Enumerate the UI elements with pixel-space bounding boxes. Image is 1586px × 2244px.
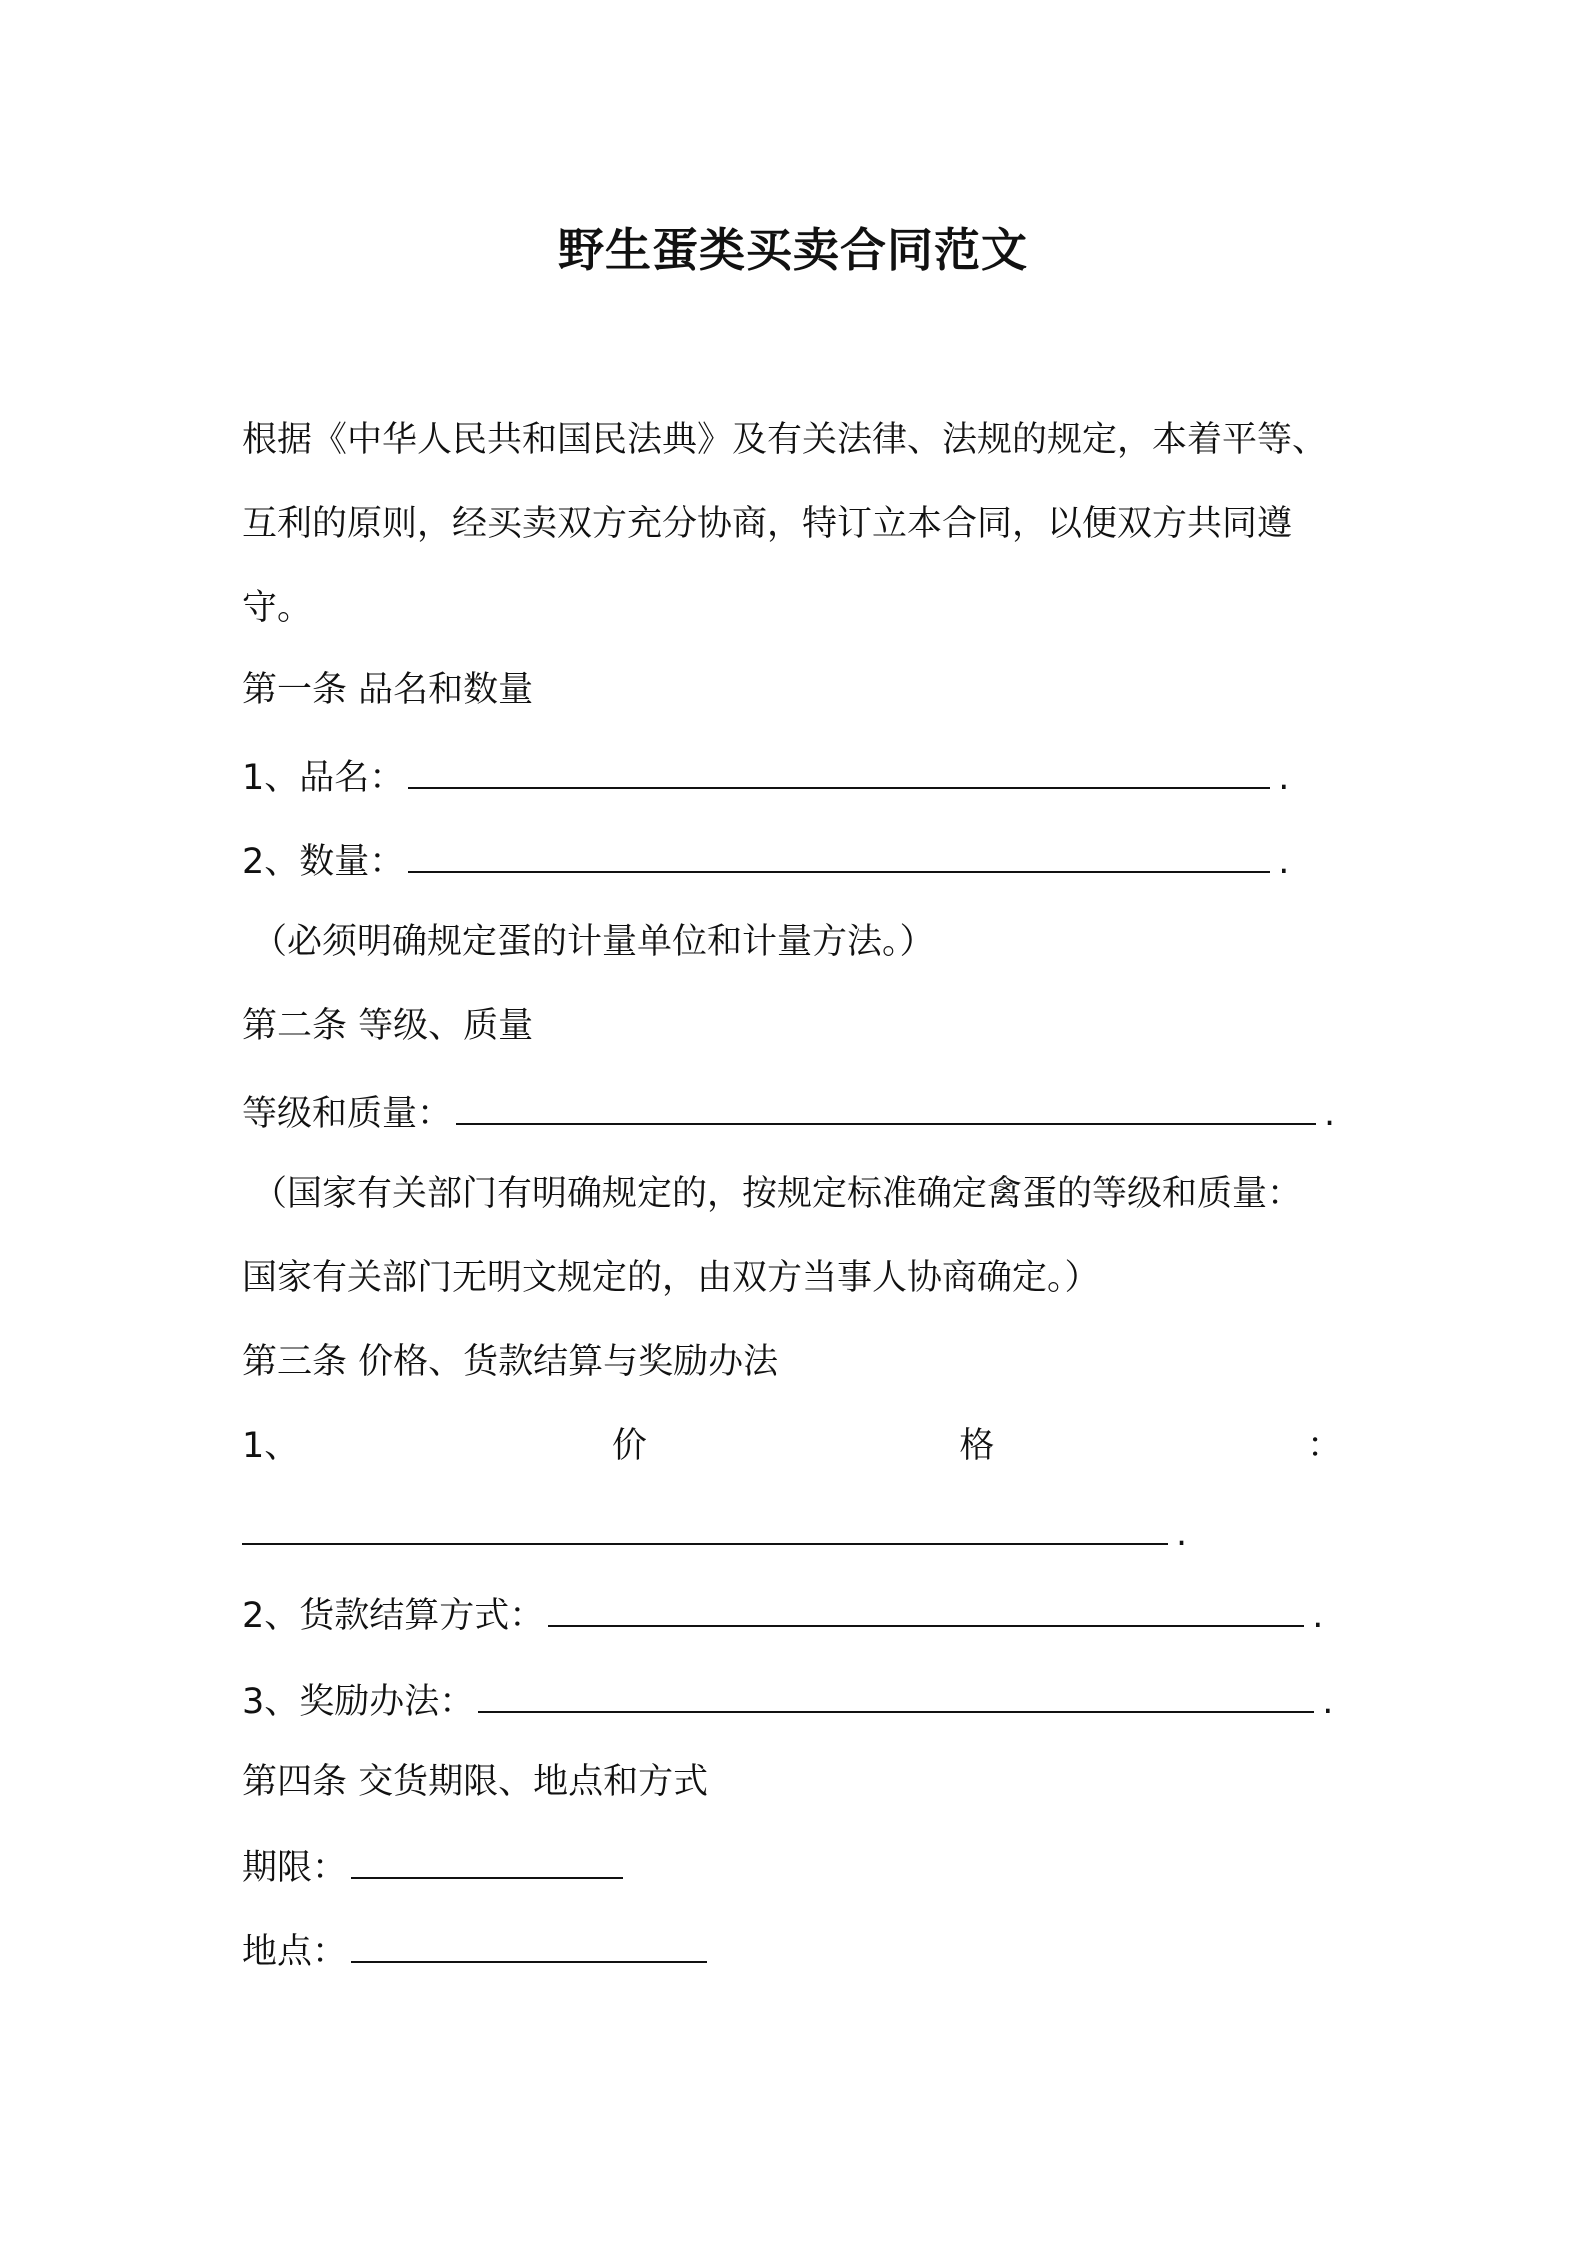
article3-item2 — [242, 1594, 1323, 1638]
article3-item3 — [242, 1680, 1333, 1724]
article4-heading: 第四条 交货期限、地点和方式 — [242, 1762, 709, 1802]
period-mark: . — [1324, 1094, 1336, 1134]
period-mark: . — [1176, 1514, 1188, 1554]
period-mark: . — [1322, 1682, 1334, 1722]
term-label: 期限： — [242, 1848, 348, 1888]
article4-place — [242, 1930, 707, 1974]
product-name-blank — [408, 757, 1270, 789]
period-mark: . — [1312, 1596, 1324, 1636]
price-blank — [242, 1513, 1168, 1545]
quantity-label: 2、数量： — [242, 842, 405, 882]
grade-quality-label: 等级和质量： — [242, 1094, 453, 1134]
article1-item1 — [242, 756, 1289, 800]
article3-heading: 第三条 价格、货款结算与奖励办法 — [242, 1342, 779, 1382]
intro-line-1: 根据《中华人民共和国民法典》及有关法律、法规的规定，本着平等、 — [242, 420, 1328, 460]
quantity-blank — [408, 841, 1270, 873]
grade-quality-blank — [456, 1093, 1316, 1125]
article4-term — [242, 1846, 623, 1890]
period-mark: . — [1278, 758, 1290, 798]
reward-label: 3、奖励办法： — [242, 1682, 475, 1722]
document-title: 野生蛋类买卖合同范文 — [558, 223, 1028, 277]
place-label: 地点： — [242, 1932, 348, 1972]
article2-item — [242, 1092, 1335, 1136]
article2-heading: 第二条 等级、质量 — [242, 1006, 534, 1046]
settlement-blank — [548, 1595, 1304, 1627]
price-blank-line — [242, 1512, 1187, 1556]
term-blank — [351, 1847, 623, 1879]
settlement-label: 2、货款结算方式： — [242, 1596, 545, 1636]
article2-note-line-2: 国家有关部门无明文规定的，由双方当事人协商确定。） — [242, 1258, 1100, 1298]
product-name-label: 1、品名： — [242, 758, 405, 798]
price-part: 1、 — [242, 1426, 300, 1466]
reward-blank — [478, 1681, 1314, 1713]
price-line — [242, 1424, 1342, 1468]
price-part: 价 — [611, 1426, 647, 1466]
article1-item2 — [242, 840, 1289, 884]
article2-note-line-1: （国家有关部门有明确规定的，按规定标准确定禽蛋的等级和质量： — [252, 1174, 1303, 1214]
intro-line-3: 守。 — [242, 588, 313, 628]
intro-line-2: 互利的原则，经买卖双方充分协商，特订立本合同，以便双方共同遵 — [242, 504, 1293, 544]
article1-note: （必须明确规定蛋的计量单位和计量方法。） — [252, 922, 935, 962]
period-mark: . — [1278, 842, 1290, 882]
place-blank — [351, 1931, 707, 1963]
article1-heading: 第一条 品名和数量 — [242, 670, 534, 710]
price-part: 格 — [959, 1426, 995, 1466]
price-part: ： — [1306, 1426, 1342, 1466]
